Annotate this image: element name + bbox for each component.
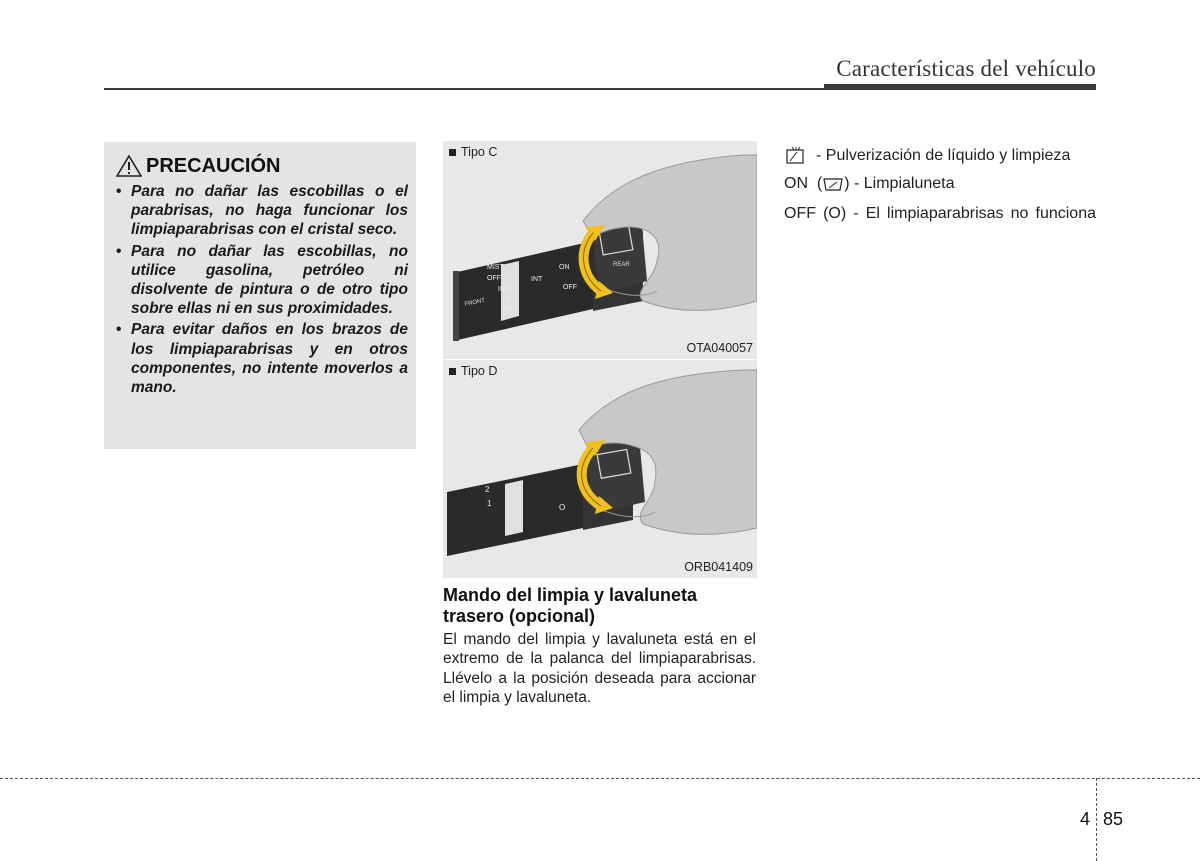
footer-rule [0,778,1200,779]
lever-label-front: FRONT [464,297,486,308]
square-bullet-icon [449,149,456,156]
wiper-lever-illustration [443,360,757,578]
page-number: 85 [1103,809,1124,829]
on-line [784,170,1096,198]
lever-label-off-rear: OFF [563,284,577,291]
lever-label-o: O [559,503,566,512]
on-line-suffix: ) - Limpialuneta [844,175,955,192]
off-line: OFF (O) - El limpiaparabrisas no funciona [784,205,1096,222]
warning-triangle-icon [116,154,142,178]
wiper-lever-illustration [443,141,757,359]
figure-label [449,145,497,159]
section-title: Mando del limpia y lavaluneta trasero (opcional) [443,585,698,626]
figure-code: OTA040057 [686,341,753,355]
lever-label-hi: HI [505,306,512,313]
lever-label-off: OFF [487,275,501,282]
figure-type-d [443,360,757,578]
header-rule-accent [824,84,1096,90]
square-bullet-icon [449,368,456,375]
right-column [784,142,1096,226]
caution-item: • Para no dañar las escobillas, no utilice gasolina, petróleo ni disolvente de pintura o de otro tipo sobre ellas ni en sus proximidades. [114,242,408,319]
page-header-title: Características del vehículo [836,56,1096,81]
caution-box [104,142,416,449]
lever-label-on: ON [559,264,570,271]
lever-label-2: 2 [485,485,490,494]
lever-label-int-ring: INT [531,276,543,283]
figure-label-text: Tipo C [461,145,498,159]
lever-label-lo: LO [501,296,511,303]
lever-label-rear: REAR [613,262,630,268]
rear-wiper-icon [822,174,844,194]
lever-label-1: 1 [487,499,492,508]
chapter-number: 4 [1080,809,1091,829]
footer-divider [1096,778,1097,861]
caution-title: PRECAUCIÓN [146,154,281,177]
figure-label [449,364,497,378]
caution-item: • Para evitar daños en los brazos de los limpiaparabrisas y en otros componentes, no intente moverlos a mano. [114,320,408,397]
rear-washer-icon [784,146,806,166]
section-body: El mando del limpia y lavaluneta está en el extremo de la palanca del limpiaparabrisas. Llévelo a la posición deseada para accionar el limpia y lavaluneta. [443,631,756,706]
lever-label-mist: MIST [487,264,504,271]
washer-line-text: - Pulverización de líquido y limpieza [816,147,1071,164]
washer-line [784,142,1096,170]
figure-code: ORB041409 [684,560,753,574]
figure-type-c [443,141,757,359]
caution-list [114,182,408,397]
lever-label-int: INT [498,286,510,293]
caution-item: • Para no dañar las escobillas o el parabrisas, no haga funcionar los limpiaparabrisas con el cristal seco. [114,182,408,240]
caution-header [116,154,408,178]
on-line-prefix: ON ( [784,175,823,192]
figure-label-text: Tipo D [461,364,498,378]
